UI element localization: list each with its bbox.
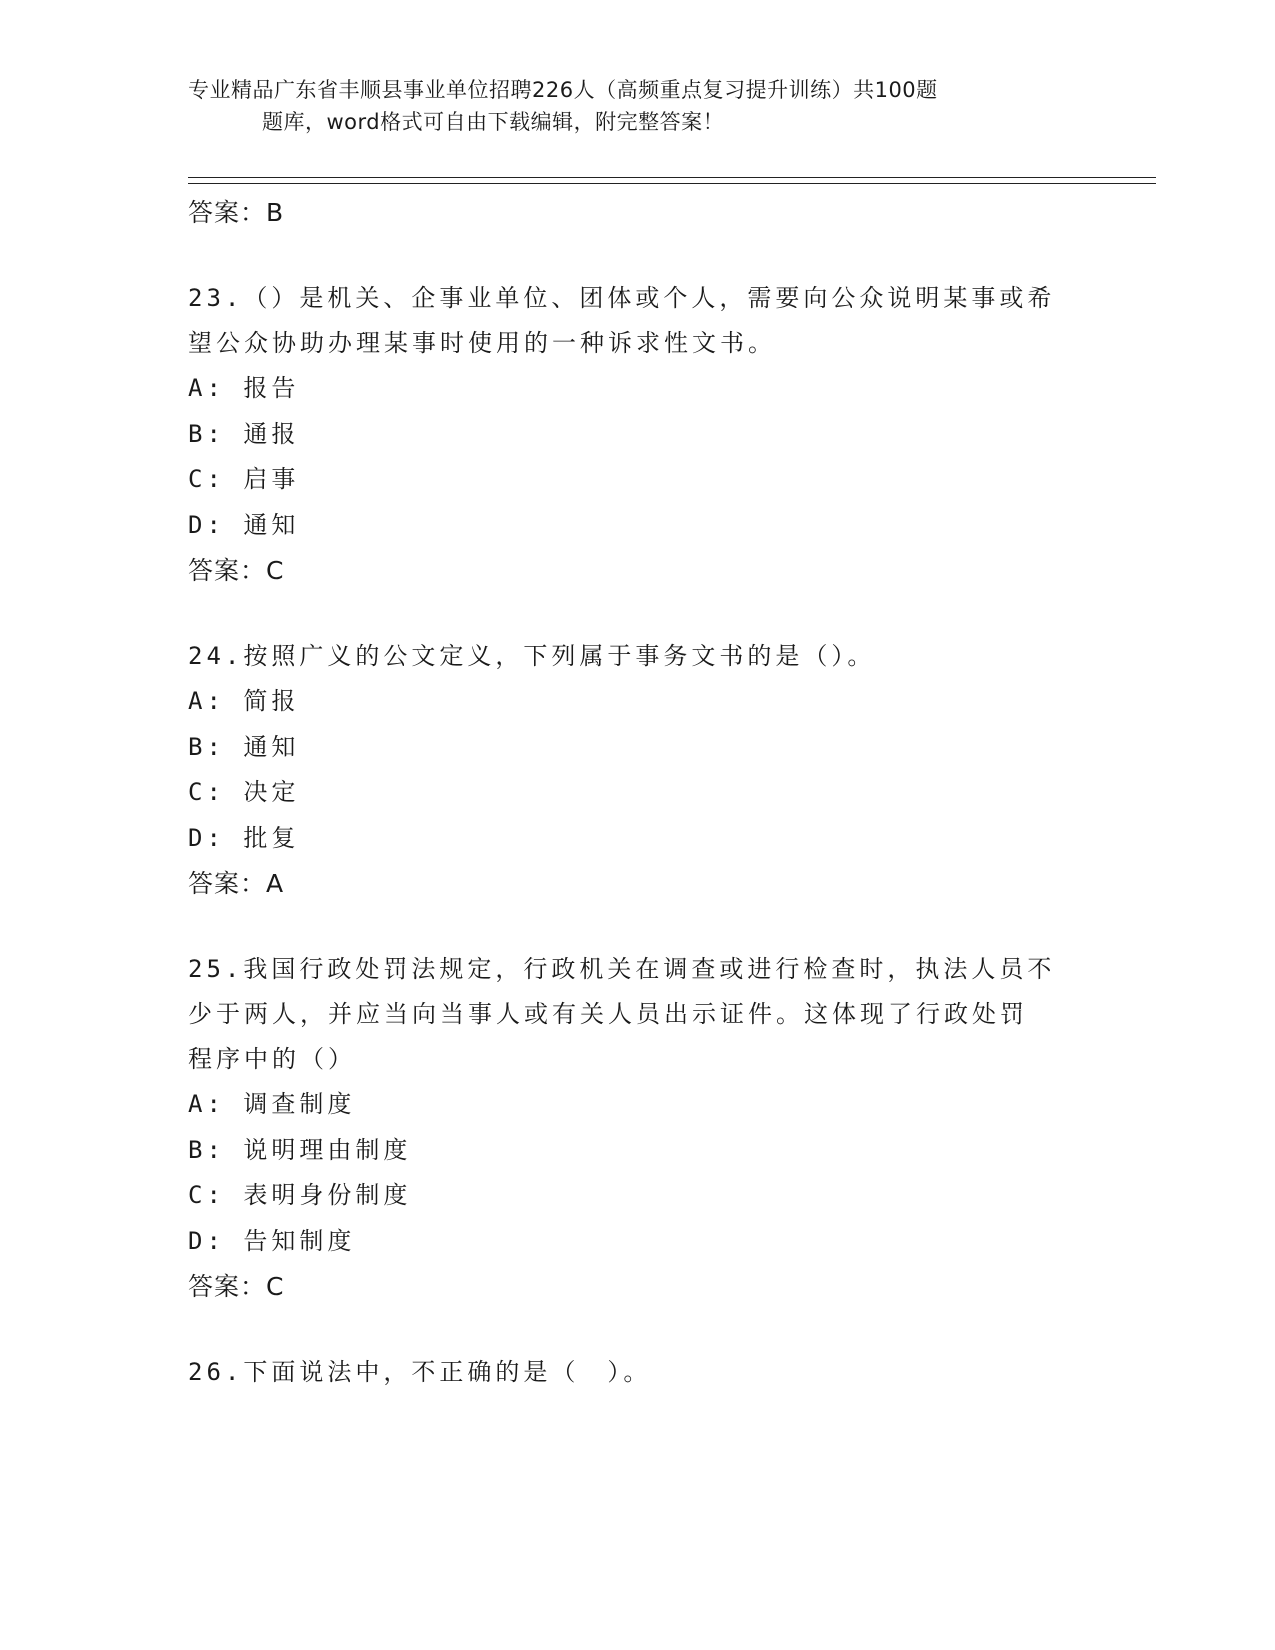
question-25-stem-line-1: 25.我国行政处罚法规定，行政机关在调查或进行检查时，执法人员不 [188, 955, 1056, 983]
question-23-option-c: C: 启事 [188, 465, 300, 493]
question-25-option-b: B: 说明理由制度 [188, 1135, 412, 1164]
answer-25: 答案：C [188, 1272, 285, 1301]
answer-23: 答案：C [188, 556, 285, 585]
header-divider-bottom [188, 183, 1156, 184]
question-25 [188, 947, 1108, 1310]
question-23-option-a: A: 报告 [188, 374, 300, 402]
answer-24: 答案：A [188, 869, 285, 898]
document-body [188, 190, 1108, 1395]
question-25-option-c: C: 表明身份制度 [188, 1181, 412, 1209]
question-24-option-d: D: 批复 [188, 823, 300, 852]
question-24-stem-line-1: 24.按照广义的公文定义，下列属于事务文书的是（）。 [188, 642, 876, 670]
question-25-stem-line-2: 少于两人，并应当向当事人或有关人员出示证件。这体现了行政处罚 [188, 1000, 1028, 1028]
answer-22: 答案：B [188, 198, 285, 227]
header-divider-top [188, 177, 1156, 178]
question-25-stem-line-3: 程序中的（） [188, 1045, 356, 1073]
document-title-line-2: 题库，word格式可自由下载编辑，附完整答案！ [262, 110, 725, 134]
answer-block-22 [188, 190, 1108, 236]
question-24-option-b: B: 通知 [188, 732, 300, 761]
question-24-option-c: C: 决定 [188, 778, 300, 806]
page-header [188, 74, 1068, 138]
document-title-line-1: 专业精品广东省丰顺县事业单位招聘226人（高频重点复习提升训练）共100题 [188, 78, 938, 102]
question-23 [188, 276, 1108, 594]
question-26-stem-line-1: 26.下面说法中，不正确的是（ ）。 [188, 1358, 652, 1386]
question-25-option-d: D: 告知制度 [188, 1226, 356, 1255]
question-24 [188, 634, 1108, 907]
question-23-stem-line-1: 23.（）是机关、企事业单位、团体或个人，需要向公众说明某事或希 [188, 284, 1056, 312]
question-23-option-b: B: 通报 [188, 419, 300, 448]
question-25-option-a: A: 调查制度 [188, 1090, 356, 1118]
question-24-option-a: A: 简报 [188, 687, 300, 715]
question-23-stem-line-2: 望公众协助办理某事时使用的一种诉求性文书。 [188, 329, 776, 357]
question-26 [188, 1350, 1108, 1395]
question-23-option-d: D: 通知 [188, 510, 300, 539]
